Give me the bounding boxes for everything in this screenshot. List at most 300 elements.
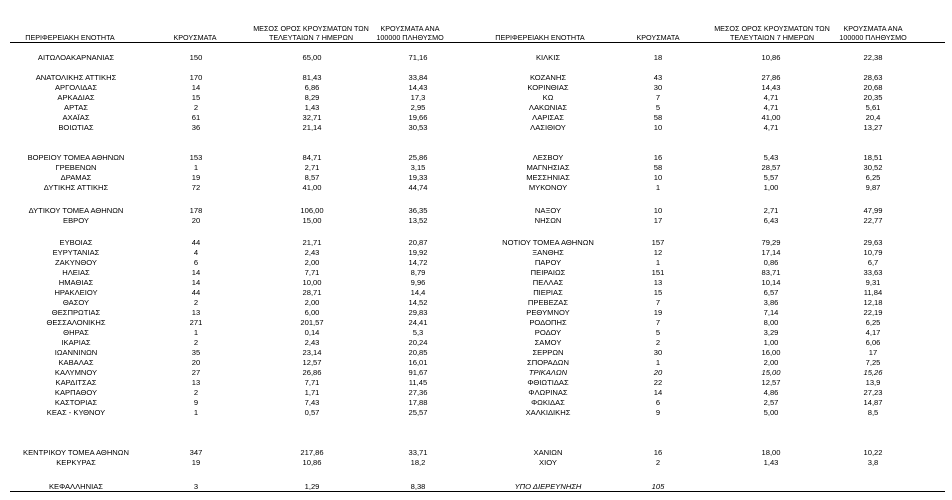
left-cases-cell: 27 <box>191 368 201 377</box>
table-row <box>0 288 952 298</box>
left-cases-cell: 2 <box>193 298 199 307</box>
left-region-cell: ΙΚΑΡΙΑΣ <box>61 338 91 347</box>
right-avg7-cell: 5,57 <box>763 173 779 182</box>
right-avg7-cell: 6,43 <box>763 216 779 225</box>
right-cases-cell: 10 <box>653 123 663 132</box>
table-row <box>0 368 952 378</box>
right-per100k-cell: 22,38 <box>863 53 883 62</box>
left-per100k-cell: 44,74 <box>408 183 428 192</box>
table-row <box>0 318 952 328</box>
left-per100k-cell: 8,79 <box>410 268 426 277</box>
right-region-cell: ΝΗΣΩΝ <box>534 216 562 225</box>
right-region-cell: ΜΑΓΝΗΣΙΑΣ <box>526 163 570 172</box>
left-per100k-cell: 9,96 <box>410 278 426 287</box>
right-region-cell: ΣΑΜΟΥ <box>534 338 562 347</box>
right-avg7-cell: 4,71 <box>763 93 779 102</box>
right-cases-cell: 14 <box>653 388 663 397</box>
left-per100k-cell: 13,52 <box>408 216 428 225</box>
right-cases-cell: 18 <box>653 53 663 62</box>
right-avg7-cell: 4,71 <box>763 103 779 112</box>
right-cases-cell: 105 <box>651 482 665 491</box>
right-cases-cell: 7 <box>655 93 661 102</box>
right-per100k-cell: 22,19 <box>863 308 883 317</box>
right-per100k-cell: 8,5 <box>867 408 879 417</box>
right-cases-cell: 58 <box>653 113 663 122</box>
left-region-cell: ΓΡΕΒΕΝΩΝ <box>55 163 97 172</box>
table-row <box>0 173 952 183</box>
left-per100k-cell: 11,45 <box>408 378 428 387</box>
right-avg7-cell: 6,57 <box>763 288 779 297</box>
header-right-region: ΠΕΡΙΦΕΡΕΙΑΚΗ ΕΝΟΤΗΤΑ <box>495 33 585 42</box>
right-region-cell: ΛΑΚΩΝΙΑΣ <box>528 103 568 112</box>
table-row <box>0 53 952 63</box>
right-per100k-cell: 9,31 <box>865 278 881 287</box>
left-region-cell: ΑΡΤΑΣ <box>64 103 88 112</box>
left-region-cell: ΘΕΣΠΡΩΤΙΑΣ <box>51 308 101 317</box>
right-per100k-cell: 9,87 <box>865 183 881 192</box>
header-right-cases: ΚΡΟΥΣΜΑΤΑ <box>636 33 680 42</box>
right-per100k-cell: 18,51 <box>863 153 883 162</box>
right-region-cell: ΧΑΝΙΩΝ <box>533 448 563 457</box>
left-per100k-cell: 25,57 <box>408 408 428 417</box>
header-left-average: ΜΕΣΟΣ ΟΡΟΣ ΚΡΟΥΣΜΑΤΩΝ ΤΩΝ ΤΕΛΕΥΤΑΙΩΝ 7 ΗΜΕΡΩΝ <box>253 24 369 42</box>
right-per100k-cell: 14,87 <box>863 398 883 407</box>
table-row <box>0 338 952 348</box>
left-cases-cell: 19 <box>191 173 201 182</box>
left-per100k-cell: 18,2 <box>410 458 426 467</box>
left-avg7-cell: 8,57 <box>304 173 320 182</box>
left-region-cell: ΚΑΡΠΑΘΟΥ <box>54 388 98 397</box>
left-per100k-cell: 33,84 <box>408 73 428 82</box>
left-per100k-cell: 14,4 <box>410 288 426 297</box>
right-per100k-cell: 12,18 <box>863 298 883 307</box>
left-region-cell: ΚΑΛΥΜΝΟΥ <box>54 368 98 377</box>
left-region-cell: ΘΕΣΣΑΛΟΝΙΚΗΣ <box>46 318 106 327</box>
left-cases-cell: 150 <box>189 53 203 62</box>
right-cases-cell: 1 <box>655 183 661 192</box>
right-cases-cell: 43 <box>653 73 663 82</box>
table-row <box>0 328 952 338</box>
right-avg7-cell: 79,29 <box>761 238 781 247</box>
table-row <box>0 163 952 173</box>
left-per100k-cell: 33,71 <box>408 448 428 457</box>
table-row <box>0 388 952 398</box>
table-row <box>0 378 952 388</box>
right-per100k-cell: 13,27 <box>863 123 883 132</box>
left-region-cell: ΔΥΤΙΚΗΣ ΑΤΤΙΚΗΣ <box>43 183 109 192</box>
left-cases-cell: 14 <box>191 278 201 287</box>
right-per100k-cell: 11,84 <box>863 288 883 297</box>
right-avg7-cell: 83,71 <box>761 268 781 277</box>
left-per100k-cell: 91,67 <box>408 368 428 377</box>
left-per100k-cell: 14,72 <box>408 258 428 267</box>
right-region-cell: ΝΑΞΟΥ <box>534 206 562 215</box>
right-avg7-cell: 1,00 <box>763 183 779 192</box>
right-cases-cell: 9 <box>655 408 661 417</box>
left-region-cell: ΚΑΡΔΙΤΣΑΣ <box>55 378 97 387</box>
right-avg7-cell: 3,86 <box>763 298 779 307</box>
left-cases-cell: 1 <box>193 408 199 417</box>
left-cases-cell: 2 <box>193 103 199 112</box>
left-per100k-cell: 71,16 <box>408 53 428 62</box>
header-right-per100k: ΚΡΟΥΣΜΑΤΑ ΑΝΑ 100000 ΠΛΗΘΥΣΜΟ <box>839 24 907 42</box>
left-cases-cell: 13 <box>191 378 201 387</box>
header-left-cases: ΚΡΟΥΣΜΑΤΑ <box>173 33 217 42</box>
left-cases-cell: 14 <box>191 268 201 277</box>
left-avg7-cell: 21,71 <box>302 238 322 247</box>
right-region-cell: ΚΙΛΚΙΣ <box>535 53 561 62</box>
right-avg7-cell: 2,71 <box>763 206 779 215</box>
left-avg7-cell: 7,71 <box>304 268 320 277</box>
left-cases-cell: 153 <box>189 153 203 162</box>
right-avg7-cell: 12,57 <box>761 378 781 387</box>
right-cases-cell: 20 <box>653 368 663 377</box>
table-row <box>0 278 952 288</box>
right-region-cell: ΦΘΙΩΤΙΔΑΣ <box>527 378 569 387</box>
right-per100k-cell: 20,68 <box>863 83 883 92</box>
left-avg7-cell: 201,57 <box>300 318 324 327</box>
bottom-rule <box>10 491 945 492</box>
right-per100k-cell: 6,06 <box>865 338 881 347</box>
right-cases-cell: 58 <box>653 163 663 172</box>
left-region-cell: ΕΥΒΟΙΑΣ <box>59 238 93 247</box>
right-per100k-cell: 6,7 <box>867 258 879 267</box>
right-cases-cell: 151 <box>651 268 665 277</box>
left-cases-cell: 19 <box>191 458 201 467</box>
left-avg7-cell: 12,57 <box>302 358 322 367</box>
right-region-cell: ΠΙΕΡΙΑΣ <box>533 288 563 297</box>
left-per100k-cell: 20,24 <box>408 338 428 347</box>
right-avg7-cell: 15,00 <box>761 368 781 377</box>
right-per100k-cell: 10,79 <box>863 248 883 257</box>
right-cases-cell: 19 <box>653 308 663 317</box>
right-avg7-cell: 41,00 <box>761 113 781 122</box>
left-per100k-cell: 5,3 <box>412 328 424 337</box>
left-region-cell: ΚΑΣΤΟΡΙΑΣ <box>54 398 98 407</box>
right-avg7-cell: 7,14 <box>763 308 779 317</box>
table-row <box>0 83 952 93</box>
right-region-cell: ΧΙΟΥ <box>539 458 557 467</box>
right-cases-cell: 16 <box>653 448 663 457</box>
left-avg7-cell: 41,00 <box>302 183 322 192</box>
left-avg7-cell: 23,14 <box>302 348 322 357</box>
right-cases-cell: 22 <box>653 378 663 387</box>
right-cases-cell: 15 <box>653 288 663 297</box>
left-avg7-cell: 6,00 <box>304 308 320 317</box>
left-cases-cell: 20 <box>191 358 201 367</box>
table-row <box>0 123 952 133</box>
left-region-cell: ΖΑΚΥΝΘΟΥ <box>55 258 97 267</box>
left-cases-cell: 170 <box>189 73 203 82</box>
right-cases-cell: 16 <box>653 153 663 162</box>
table-row <box>0 113 952 123</box>
right-region-cell: ΞΑΝΘΗΣ <box>532 248 564 257</box>
left-avg7-cell: 2,00 <box>304 298 320 307</box>
left-per100k-cell: 14,52 <box>408 298 428 307</box>
left-cases-cell: 44 <box>191 238 201 247</box>
left-region-cell: ΑΡΓΟΛΙΔΑΣ <box>54 83 98 92</box>
left-per100k-cell: 29,83 <box>408 308 428 317</box>
table-row <box>0 308 952 318</box>
left-avg7-cell: 65,00 <box>302 53 322 62</box>
right-region-cell: ΛΑΣΙΘΙΟΥ <box>530 123 566 132</box>
table-row <box>0 398 952 408</box>
left-region-cell: ΗΛΕΙΑΣ <box>62 268 90 277</box>
right-region-cell: ΛΑΡΙΣΑΣ <box>532 113 564 122</box>
left-region-cell: ΑΧΑΪΑΣ <box>62 113 90 122</box>
right-avg7-cell: 4,86 <box>763 388 779 397</box>
left-per100k-cell: 19,92 <box>408 248 428 257</box>
right-per100k-cell: 17 <box>868 348 878 357</box>
table-row <box>0 348 952 358</box>
left-avg7-cell: 2,71 <box>304 163 320 172</box>
right-cases-cell: 1 <box>655 258 661 267</box>
right-per100k-cell: 20,35 <box>863 93 883 102</box>
table-row <box>0 183 952 193</box>
left-avg7-cell: 0,14 <box>304 328 320 337</box>
left-region-cell: ΔΡΑΜΑΣ <box>60 173 92 182</box>
right-cases-cell: 10 <box>653 173 663 182</box>
right-cases-cell: 7 <box>655 318 661 327</box>
left-region-cell: ΒΟΡΕΙΟΥ ΤΟΜΕΑ ΑΘΗΝΩΝ <box>27 153 125 162</box>
table-row <box>0 448 952 458</box>
left-avg7-cell: 2,43 <box>304 248 320 257</box>
right-region-cell: ΛΕΣΒΟΥ <box>532 153 564 162</box>
right-per100k-cell: 5,61 <box>865 103 881 112</box>
left-cases-cell: 347 <box>189 448 203 457</box>
right-region-cell: ΥΠΟ ΔΙΕΡΕΥΝΗΣΗ <box>514 482 582 491</box>
right-per100k-cell: 20,4 <box>865 113 881 122</box>
right-avg7-cell: 14,43 <box>761 83 781 92</box>
left-avg7-cell: 217,86 <box>300 448 324 457</box>
left-avg7-cell: 0,57 <box>304 408 320 417</box>
table-row <box>0 268 952 278</box>
left-per100k-cell: 16,01 <box>408 358 428 367</box>
left-region-cell: ΚΕΦΑΛΛΗΝΙΑΣ <box>48 482 104 491</box>
left-per100k-cell: 14,43 <box>408 83 428 92</box>
right-avg7-cell: 3,29 <box>763 328 779 337</box>
left-avg7-cell: 7,71 <box>304 378 320 387</box>
right-region-cell: ΡΟΔΟΥ <box>534 328 562 337</box>
right-per100k-cell: 27,23 <box>863 388 883 397</box>
left-per100k-cell: 19,66 <box>408 113 428 122</box>
right-cases-cell: 157 <box>651 238 665 247</box>
left-avg7-cell: 6,86 <box>304 83 320 92</box>
left-cases-cell: 13 <box>191 308 201 317</box>
right-region-cell: ΚΩ <box>542 93 554 102</box>
left-per100k-cell: 3,15 <box>410 163 426 172</box>
table-row <box>0 103 952 113</box>
right-cases-cell: 12 <box>653 248 663 257</box>
right-avg7-cell: 5,00 <box>763 408 779 417</box>
left-cases-cell: 72 <box>191 183 201 192</box>
right-region-cell: ΦΛΩΡΙΝΑΣ <box>528 388 568 397</box>
left-per100k-cell: 2,95 <box>410 103 426 112</box>
left-cases-cell: 35 <box>191 348 201 357</box>
left-cases-cell: 2 <box>193 388 199 397</box>
right-cases-cell: 2 <box>655 338 661 347</box>
left-cases-cell: 44 <box>191 288 201 297</box>
table-row <box>0 216 952 226</box>
left-per100k-cell: 30,53 <box>408 123 428 132</box>
left-per100k-cell: 25,86 <box>408 153 428 162</box>
right-per100k-cell: 10,22 <box>863 448 883 457</box>
table-row <box>0 298 952 308</box>
left-region-cell: ΚΕΡΚΥΡΑΣ <box>56 458 96 467</box>
right-avg7-cell: 18,00 <box>761 448 781 457</box>
table-row <box>0 73 952 83</box>
right-per100k-cell: 15,26 <box>863 368 883 377</box>
right-per100k-cell: 6,25 <box>865 173 881 182</box>
right-per100k-cell: 28,63 <box>863 73 883 82</box>
left-cases-cell: 20 <box>191 216 201 225</box>
right-cases-cell: 7 <box>655 298 661 307</box>
right-per100k-cell: 47,99 <box>863 206 883 215</box>
right-cases-cell: 30 <box>653 83 663 92</box>
header-left-per100k: ΚΡΟΥΣΜΑΤΑ ΑΝΑ 100000 ΠΛΗΘΥΣΜΟ <box>376 24 444 42</box>
left-region-cell: ΑΡΚΑΔΙΑΣ <box>57 93 95 102</box>
left-region-cell: ΕΥΡΥΤΑΝΙΑΣ <box>52 248 100 257</box>
left-avg7-cell: 81,43 <box>302 73 322 82</box>
left-cases-cell: 4 <box>193 248 199 257</box>
right-avg7-cell: 16,00 <box>761 348 781 357</box>
right-per100k-cell: 30,52 <box>863 163 883 172</box>
right-region-cell: ΧΑΛΚΙΔΙΚΗΣ <box>525 408 571 417</box>
left-avg7-cell: 2,43 <box>304 338 320 347</box>
left-avg7-cell: 15,00 <box>302 216 322 225</box>
right-cases-cell: 17 <box>653 216 663 225</box>
left-avg7-cell: 28,71 <box>302 288 322 297</box>
right-per100k-cell: 13,9 <box>865 378 881 387</box>
right-cases-cell: 2 <box>655 458 661 467</box>
left-per100k-cell: 36,35 <box>408 206 428 215</box>
left-per100k-cell: 19,33 <box>408 173 428 182</box>
left-avg7-cell: 2,00 <box>304 258 320 267</box>
left-avg7-cell: 21,14 <box>302 123 322 132</box>
right-cases-cell: 1 <box>655 358 661 367</box>
left-cases-cell: 178 <box>189 206 203 215</box>
table-row <box>0 238 952 248</box>
right-region-cell: ΜΥΚΟΝΟΥ <box>528 183 568 192</box>
right-region-cell: ΣΕΡΡΩΝ <box>532 348 564 357</box>
left-avg7-cell: 1,29 <box>304 482 320 491</box>
left-avg7-cell: 7,43 <box>304 398 320 407</box>
right-cases-cell: 30 <box>653 348 663 357</box>
left-avg7-cell: 26,86 <box>302 368 322 377</box>
left-cases-cell: 36 <box>191 123 201 132</box>
left-cases-cell: 14 <box>191 83 201 92</box>
right-per100k-cell: 33,63 <box>863 268 883 277</box>
left-region-cell: ΑΝΑΤΟΛΙΚΗΣ ΑΤΤΙΚΗΣ <box>35 73 117 82</box>
right-avg7-cell: 2,57 <box>763 398 779 407</box>
left-avg7-cell: 106,00 <box>300 206 324 215</box>
left-per100k-cell: 8,38 <box>410 482 426 491</box>
right-avg7-cell: 5,43 <box>763 153 779 162</box>
left-region-cell: ΚΑΒΑΛΑΣ <box>58 358 94 367</box>
left-cases-cell: 6 <box>193 258 199 267</box>
right-region-cell: ΦΩΚΙΔΑΣ <box>531 398 565 407</box>
right-per100k-cell: 3,8 <box>867 458 879 467</box>
table-row <box>0 408 952 418</box>
table-row <box>0 458 952 468</box>
left-region-cell: ΙΩΑΝΝΙΝΩΝ <box>54 348 98 357</box>
right-cases-cell: 13 <box>653 278 663 287</box>
left-region-cell: ΑΙΤΩΛΟΑΚΑΡΝΑΝΙΑΣ <box>37 53 115 62</box>
right-region-cell: ΝΟΤΙΟΥ ΤΟΜΕΑ ΑΘΗΝΩΝ <box>502 238 594 247</box>
right-per100k-cell: 7,25 <box>865 358 881 367</box>
right-cases-cell: 5 <box>655 103 661 112</box>
right-region-cell: ΠΕΙΡΑΙΩΣ <box>530 268 566 277</box>
left-per100k-cell: 17,88 <box>408 398 428 407</box>
right-region-cell: ΠΕΛΛΑΣ <box>532 278 564 287</box>
left-cases-cell: 1 <box>193 328 199 337</box>
left-cases-cell: 61 <box>191 113 201 122</box>
header-rule <box>10 42 945 43</box>
right-avg7-cell: 4,71 <box>763 123 779 132</box>
right-avg7-cell: 1,43 <box>763 458 779 467</box>
right-region-cell: ΡΟΔΟΠΗΣ <box>529 318 567 327</box>
right-region-cell: ΚΟΖΑΝΗΣ <box>529 73 567 82</box>
right-per100k-cell: 6,25 <box>865 318 881 327</box>
left-cases-cell: 15 <box>191 93 201 102</box>
left-cases-cell: 2 <box>193 338 199 347</box>
right-region-cell: ΜΕΣΣΗΝΙΑΣ <box>526 173 570 182</box>
table-row <box>0 358 952 368</box>
left-avg7-cell: 1,71 <box>304 388 320 397</box>
right-avg7-cell: 1,00 <box>763 338 779 347</box>
left-region-cell: ΘΑΣΟΥ <box>62 298 90 307</box>
left-per100k-cell: 24,41 <box>408 318 428 327</box>
right-per100k-cell: 4,17 <box>865 328 881 337</box>
left-region-cell: ΒΟΙΩΤΙΑΣ <box>58 123 94 132</box>
right-region-cell: ΠΑΡΟΥ <box>534 258 562 267</box>
left-cases-cell: 271 <box>189 318 203 327</box>
right-per100k-cell: 22,77 <box>863 216 883 225</box>
right-avg7-cell: 10,14 <box>761 278 781 287</box>
left-cases-cell: 9 <box>193 398 199 407</box>
left-region-cell: ΗΜΑΘΙΑΣ <box>58 278 94 287</box>
left-region-cell: ΔΥΤΙΚΟΥ ΤΟΜΕΑ ΑΘΗΝΩΝ <box>28 206 124 215</box>
table-row <box>0 206 952 216</box>
right-avg7-cell: 10,86 <box>761 53 781 62</box>
right-cases-cell: 5 <box>655 328 661 337</box>
right-region-cell: ΣΠΟΡΑΔΩΝ <box>527 358 569 367</box>
left-region-cell: ΚΕΝΤΡΙΚΟΥ ΤΟΜΕΑ ΑΘΗΝΩΝ <box>23 448 129 457</box>
left-avg7-cell: 84,71 <box>302 153 322 162</box>
left-avg7-cell: 8,29 <box>304 93 320 102</box>
right-cases-cell: 10 <box>653 206 663 215</box>
left-avg7-cell: 10,86 <box>302 458 322 467</box>
left-avg7-cell: 32,71 <box>302 113 322 122</box>
right-avg7-cell: 0,86 <box>763 258 779 267</box>
left-region-cell: ΕΒΡΟΥ <box>63 216 89 225</box>
left-per100k-cell: 27,36 <box>408 388 428 397</box>
left-avg7-cell: 10,00 <box>302 278 322 287</box>
header-right-average: ΜΕΣΟΣ ΟΡΟΣ ΚΡΟΥΣΜΑΤΩΝ ΤΩΝ ΤΕΛΕΥΤΑΙΩΝ 7 ΗΜΕΡΩΝ <box>714 24 830 42</box>
right-region-cell: ΤΡΙΚΑΛΩΝ <box>528 368 568 377</box>
right-avg7-cell: 27,86 <box>761 73 781 82</box>
right-avg7-cell: 17,14 <box>761 248 781 257</box>
table-row <box>0 93 952 103</box>
right-region-cell: ΠΡΕΒΕΖΑΣ <box>527 298 569 307</box>
right-region-cell: ΡΕΘΥΜΝΟΥ <box>526 308 570 317</box>
left-region-cell: ΗΡΑΚΛΕΙΟΥ <box>54 288 98 297</box>
right-region-cell: ΚΟΡΙΝΘΙΑΣ <box>527 83 569 92</box>
table-row <box>0 153 952 163</box>
left-region-cell: ΚΕΑΣ - ΚΥΘΝΟΥ <box>46 408 106 417</box>
left-cases-cell: 1 <box>193 163 199 172</box>
right-cases-cell: 6 <box>655 398 661 407</box>
